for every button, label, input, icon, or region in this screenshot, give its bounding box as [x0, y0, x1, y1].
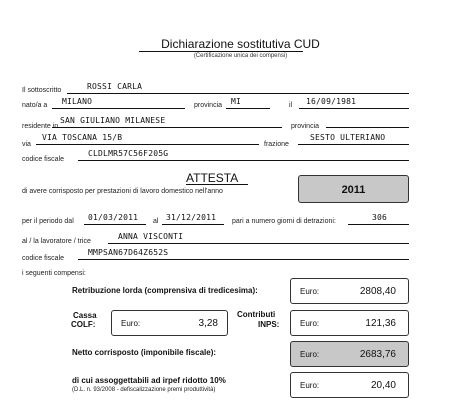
birth-province-label: provincia	[194, 102, 223, 109]
birthplace-value[interactable]: MILANO	[62, 97, 93, 106]
period-to-label: al	[153, 218, 159, 225]
period-to-value[interactable]: 31/12/2011	[166, 213, 217, 222]
reduced-sub-label: (D.L. n. 93/2008 - defiscalizzazione premi produttività)	[72, 387, 216, 393]
fraction-value[interactable]: SESTO ULTERIANO	[310, 133, 386, 142]
inps-label-1: Contributi	[237, 310, 276, 319]
gross-currency: Euro:	[300, 287, 320, 296]
period-from-label: per il periodo dal	[22, 218, 74, 225]
worker-name-line	[108, 243, 409, 244]
street-label: via	[22, 141, 31, 148]
attesta-underline	[186, 184, 248, 185]
period-from-line	[84, 224, 146, 225]
worker-name-label: al / la lavoratore / trice	[22, 238, 91, 245]
reduced-value: 20,40	[370, 380, 396, 391]
declarant-name-value[interactable]: ROSSI CARLA	[87, 82, 143, 91]
fraction-line	[298, 144, 409, 145]
net-label: Netto corrisposto (imponibile fiscale):	[72, 348, 217, 357]
birthdate-line	[299, 108, 409, 109]
worker-name-value[interactable]: ANNA VISCONTI	[118, 232, 184, 241]
worker-tax-code-line	[78, 259, 409, 260]
declarant-tax-code-label: codice fiscale	[22, 156, 65, 163]
declarant-name-label: Il sottoscritto	[22, 87, 62, 94]
colf-value: 3,28	[198, 318, 218, 329]
gross-box[interactable]	[290, 278, 409, 304]
birthdate-value[interactable]: 16/09/1981	[306, 97, 357, 106]
declarant-tax-code-value[interactable]: CLDLMR57C56F205G	[88, 149, 169, 158]
inps-box[interactable]	[290, 310, 409, 336]
colf-label-1: Cassa	[73, 311, 97, 320]
attesta-text: di avere corrisposto per prestazioni di lavoro domestico nell'anno	[22, 188, 223, 195]
residence-province-label: provincia	[291, 123, 320, 130]
declarant-name-line	[67, 93, 409, 94]
days-label: pari a numero giorni di detrazioni:	[232, 218, 336, 225]
birthplace-label: nato/a a	[22, 102, 48, 109]
year-box[interactable]	[298, 175, 409, 203]
colf-box[interactable]	[111, 310, 228, 336]
colf-label-2: COLF:	[71, 320, 96, 329]
title-underline	[139, 51, 303, 52]
worker-tax-code-label: codice fiscale	[22, 255, 65, 262]
reduced-label: di cui assoggettabili ad irpef ridotto 10%	[72, 376, 226, 385]
period-to-line	[162, 224, 224, 225]
residence-line	[52, 127, 282, 128]
birth-province-line	[226, 108, 270, 109]
page-subtitle: (Certificazione unica dei compensi)	[193, 53, 288, 59]
page-title: Dichiarazione sostitutiva CUD	[161, 37, 320, 51]
fraction-label: frazione	[264, 141, 289, 148]
period-from-value[interactable]: 01/03/2011	[88, 213, 139, 222]
payments-intro: i seguenti compensi:	[22, 270, 86, 277]
gross-label: Retribuzione lorda (comprensiva di tredicesima):	[72, 286, 258, 295]
net-currency: Euro:	[300, 350, 320, 359]
inps-label-2: INPS:	[258, 320, 280, 329]
residence-province-line	[326, 127, 409, 128]
birth-province-value[interactable]: MI	[231, 97, 242, 106]
net-box[interactable]	[290, 341, 409, 367]
net-value: 2683,76	[359, 349, 396, 360]
birthdate-label: il	[289, 102, 293, 109]
street-value[interactable]: VIA TOSCANA 15/B	[42, 133, 123, 142]
residence-value[interactable]: SAN GIULIANO MILANESE	[60, 116, 166, 125]
inps-value: 121,36	[365, 318, 396, 329]
days-line	[348, 224, 409, 225]
birthplace-line	[52, 108, 185, 109]
reduced-currency: Euro:	[300, 381, 320, 390]
gross-value: 2808,40	[359, 286, 396, 297]
declarant-tax-code-line	[78, 160, 409, 161]
year-value: 2011	[341, 184, 366, 196]
worker-tax-code-value[interactable]: MMPSAN67D64Z652S	[88, 248, 169, 257]
days-value[interactable]: 306	[372, 213, 388, 222]
attesta-heading: ATTESTA	[186, 171, 239, 185]
colf-currency: Euro:	[121, 319, 141, 328]
residence-label: residente in	[22, 123, 59, 130]
inps-currency: Euro:	[300, 319, 320, 328]
street-line	[36, 144, 259, 145]
reduced-box[interactable]	[290, 372, 409, 398]
